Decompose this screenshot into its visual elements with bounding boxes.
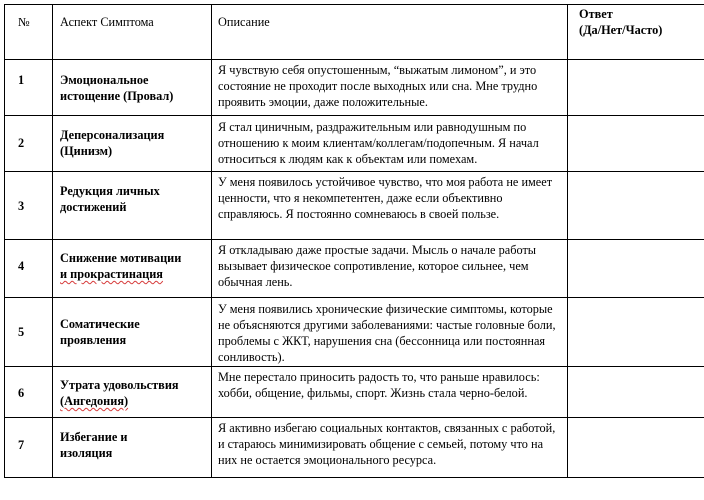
row-description-cell [212,367,568,418]
row-number: 2 [18,136,25,150]
row-aspect-line1: Утрата удовольствия [60,378,179,392]
row-number: 3 [18,199,25,213]
row-number-cell [5,418,53,478]
row-aspect-line2: проявления [60,333,127,347]
row-number-cell [5,240,53,298]
row-description: Я откладываю даже простые задачи. Мысль о начале работы вызывает физическое сопротивление, которое сильнее, чем обычная лень. [218,243,537,289]
row-description-cell [212,418,568,478]
table-row [5,60,704,116]
table-row [5,116,704,172]
row-aspect-cell [53,60,212,116]
row-description-cell [212,116,568,172]
row-number: 6 [18,386,25,400]
row-description-cell [212,60,568,116]
row-aspect-line1: Соматические [60,317,140,331]
row-description-cell [212,298,568,367]
header-answer-line1: Ответ [579,7,613,21]
row-number: 5 [18,325,25,339]
row-aspect-cell [53,367,212,418]
row-number-cell [5,116,53,172]
burnout-symptom-table [4,4,704,478]
row-answer-cell[interactable] [568,116,704,172]
row-number-cell [5,298,53,367]
header-description-label: Описание [218,15,270,29]
row-aspect [53,298,211,348]
row-aspect-line2: (Цинизм) [60,144,113,158]
row-answer-cell[interactable] [568,367,704,418]
row-description-cell [212,240,568,298]
row-aspect [53,172,211,215]
row-aspect-line2: (Ангедония) [60,394,129,408]
row-aspect-cell [53,116,212,172]
row-aspect-cell [53,240,212,298]
row-answer-cell[interactable] [568,298,704,367]
table-row [5,172,704,240]
table-row [5,418,704,478]
row-description: Я стал циничным, раздражительным или равнодушным по отношению к моим клиентам/коллегам/подопечным. Я начал относиться к людям как к объектам или помехам. [218,120,539,166]
row-aspect-cell [53,172,212,240]
row-aspect [53,240,211,282]
row-description: Я активно избегаю социальных контактов, связанных с работой, и стараюсь минимизировать общение с семьей, потому что на них не остается эмоционального ресурса. [218,421,556,467]
header-answer-label [568,5,704,38]
row-description: У меня появились хронические физические симптомы, которые не объясняются другими заболеваниями: частые головные боли, проблемы с ЖКТ, нарушения сна (бессонница или постоянная сонливость). [218,302,556,364]
row-aspect-line2: истощение (Провал) [60,89,174,103]
row-aspect [53,116,211,159]
row-aspect [53,367,211,409]
table-row [5,298,704,367]
row-answer-cell[interactable] [568,240,704,298]
row-aspect-cell [53,418,212,478]
row-number: 4 [18,259,25,273]
header-answer-line2: (Да/Нет/Часто) [579,23,663,37]
row-aspect-line2: и прокрастинация [60,267,163,281]
row-aspect-line1: Эмоциональное [60,73,149,87]
row-answer-cell[interactable] [568,172,704,240]
row-aspect-line1: Деперсонализация [60,128,165,142]
row-number: 7 [18,438,25,452]
header-number-label: № [18,15,30,29]
row-description: Я чувствую себя опустошенным, “выжатым лимоном”, и это состояние не проходит после выходных или сна. Мне трудно проявить эмоции, даже положительные. [218,63,538,109]
row-description: У меня появилось устойчивое чувство, что моя работа не имеет ценности, что я некомпетентен, даже если объективно справляюсь. Я постоянно сомневаюсь в своей пользе. [218,175,553,221]
row-aspect-line1: Редукция личных [60,184,160,198]
row-aspect-line2: изоляция [60,446,113,460]
row-number-cell [5,367,53,418]
row-aspect-line2: достижений [60,200,127,214]
row-answer-cell[interactable] [568,60,704,116]
row-number-cell [5,60,53,116]
header-description-cell [212,5,568,60]
row-description: Мне перестало приносить радость то, что раньше нравилось: хобби, общение, фильмы, спорт. Жизнь стала черно-белой. [218,370,540,400]
row-aspect-cell [53,298,212,367]
header-aspect-cell [53,5,212,60]
row-answer-cell[interactable] [568,418,704,478]
row-number: 1 [18,73,25,87]
row-number-cell [5,172,53,240]
row-aspect-line1: Избегание и [60,430,128,444]
table-row [5,240,704,298]
row-aspect [53,60,211,104]
header-aspect-label: Аспект Симптома [60,15,154,29]
header-answer-cell [568,5,704,60]
row-aspect-line1: Снижение мотивации [60,251,182,265]
row-description-cell [212,172,568,240]
table-header-row [5,5,704,60]
header-number-cell [5,5,53,60]
row-aspect [53,418,211,461]
table-row [5,367,704,418]
